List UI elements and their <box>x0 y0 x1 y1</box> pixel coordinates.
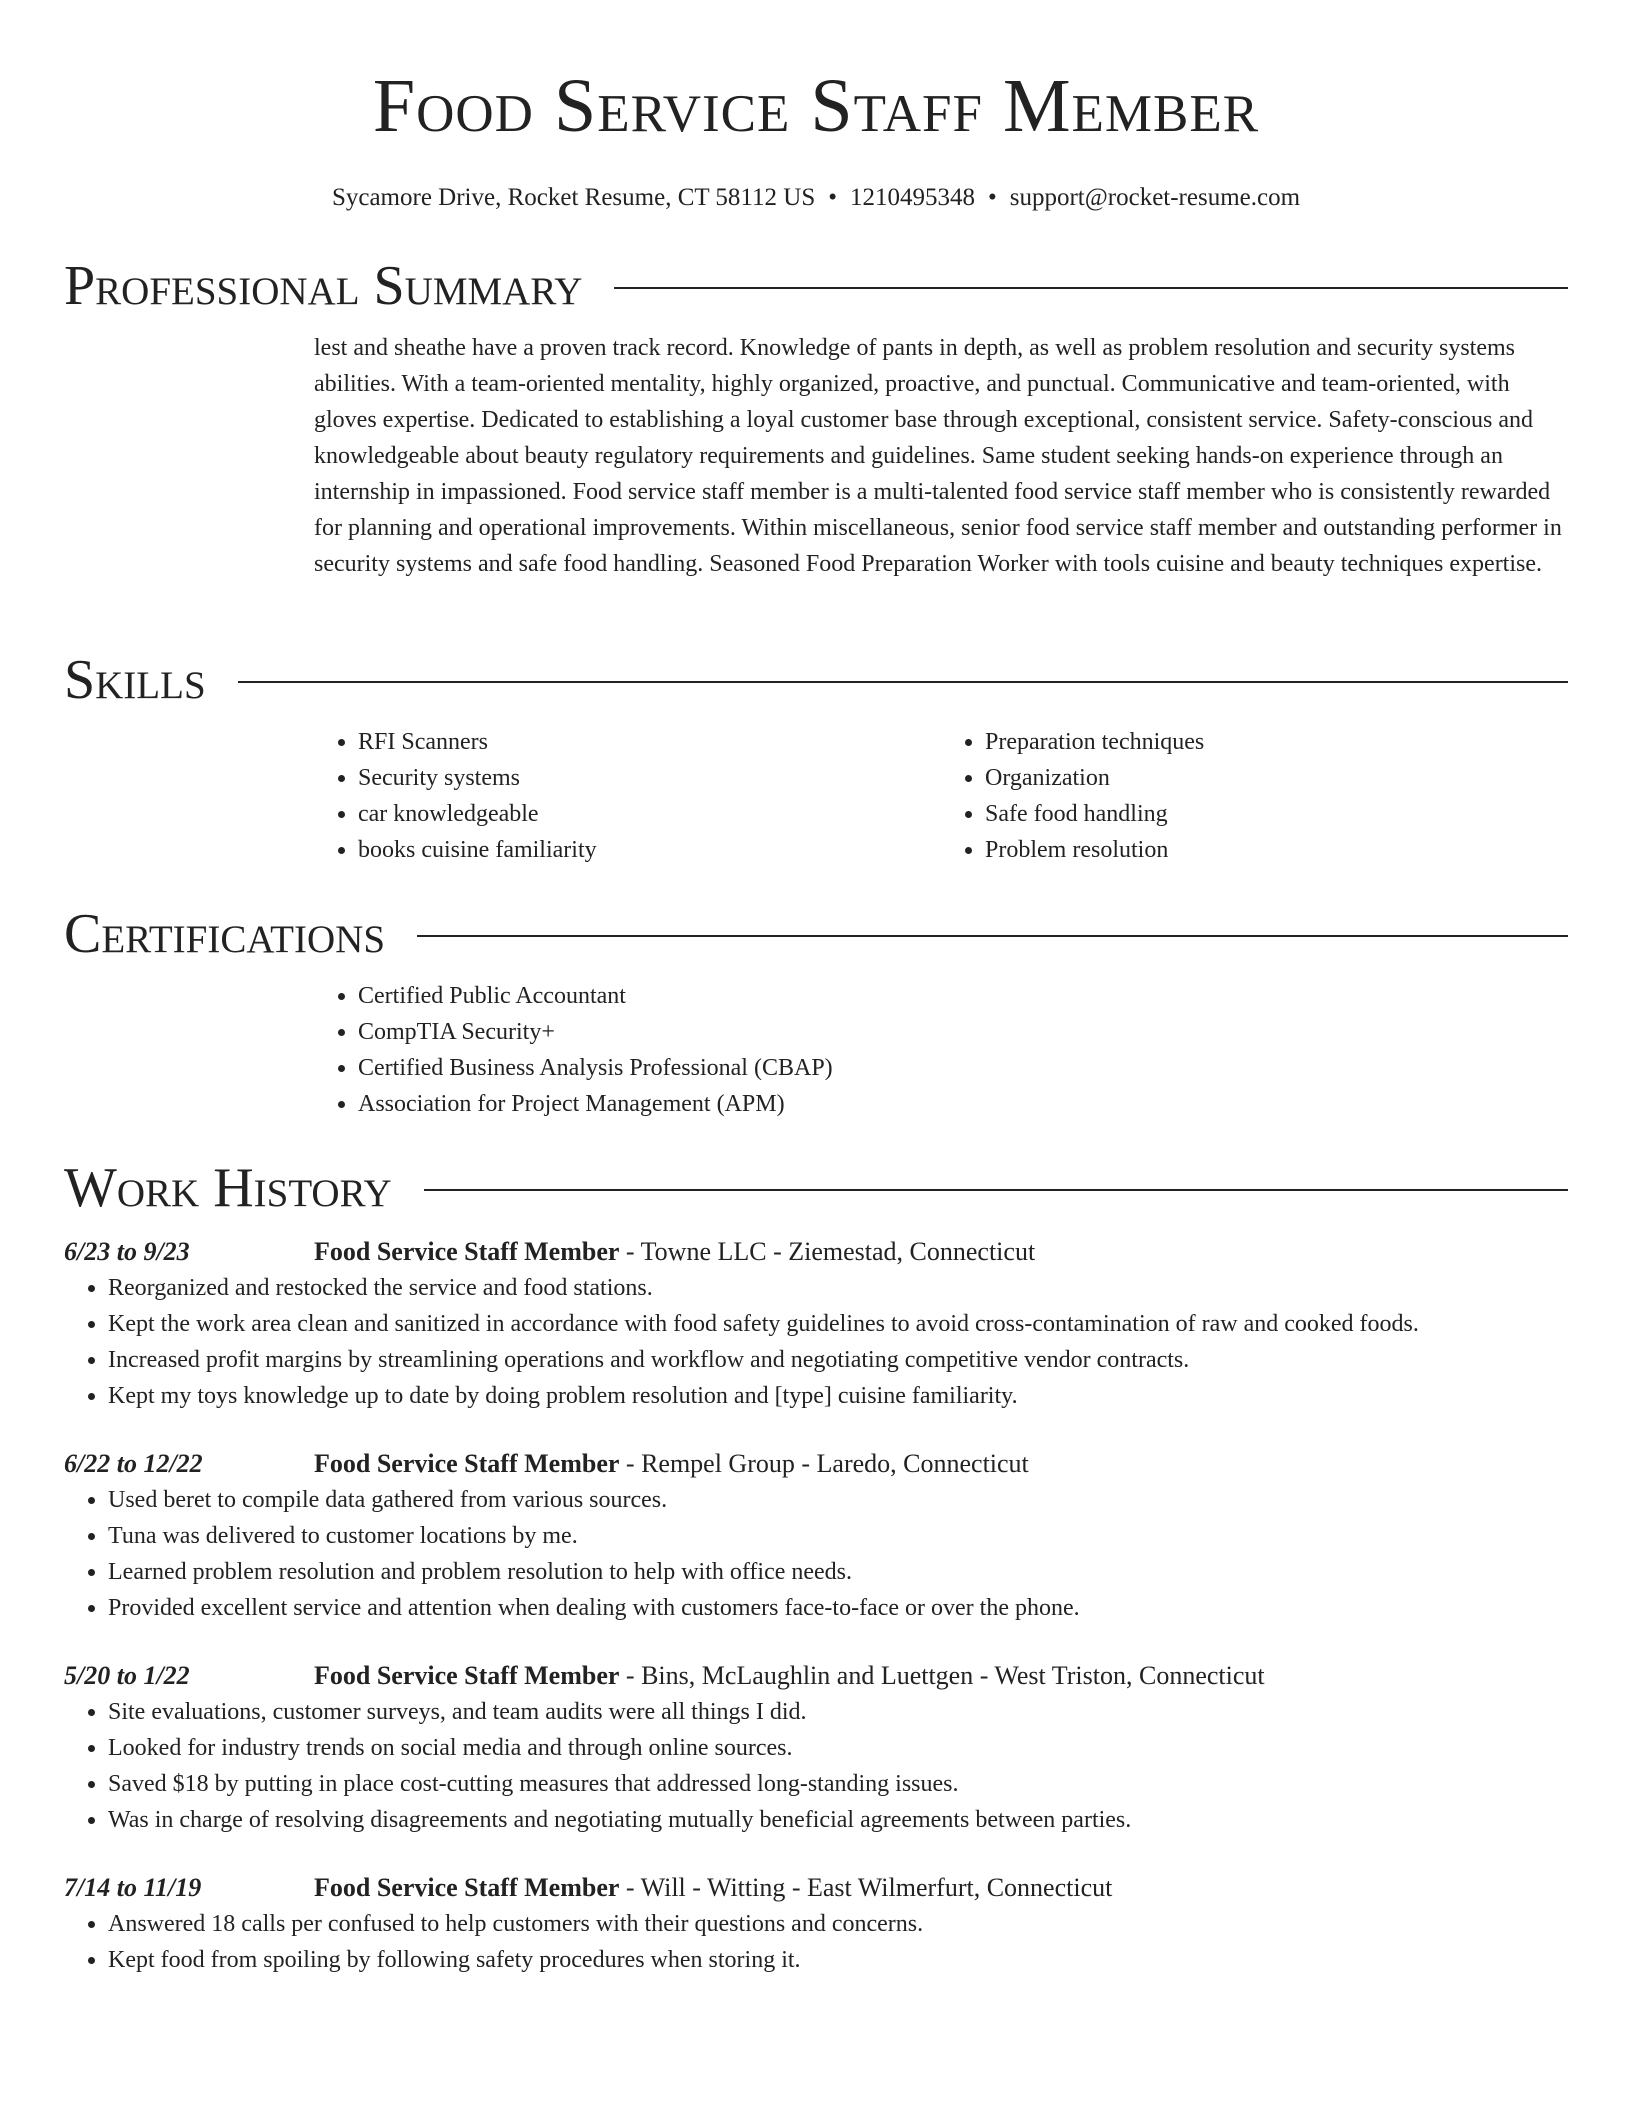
skills-section <box>64 648 1568 868</box>
job-bullet: • Kept the work area clean and sanitized in accordance with food safety guidelines to avoid cross-contamination of raw and cooked foods. <box>108 1306 1568 1342</box>
section-title: Skills <box>64 649 206 711</box>
certifications-list <box>314 978 1568 1122</box>
section-divider <box>417 935 1568 937</box>
skill-item: • car knowledgeable <box>358 796 941 832</box>
job-bullets <box>64 1482 1568 1626</box>
job-details: - Bins, McLaughlin and Luettgen - West Triston, Connecticut <box>619 1661 1265 1690</box>
section-divider <box>614 287 1568 289</box>
certifications-section <box>64 902 1568 1122</box>
job-title: Food Service Staff Member <box>314 1449 620 1478</box>
job-entry <box>64 1446 1568 1626</box>
job-bullet: • Site evaluations, customer surveys, and team audits were all things I did. <box>108 1694 1568 1730</box>
job-bullet: • Learned problem resolution and problem resolution to help with office needs. <box>108 1554 1568 1590</box>
job-title: Food Service Staff Member <box>314 1661 620 1690</box>
job-title-line <box>314 1446 1568 1482</box>
skill-item: • books cuisine familiarity <box>358 832 941 868</box>
job-details: - Rempel Group - Laredo, Connecticut <box>619 1449 1029 1478</box>
job-header <box>64 1446 1568 1482</box>
job-title: Food Service Staff Member <box>314 1873 620 1902</box>
skill-item: • Preparation techniques <box>985 724 1568 760</box>
summary-section <box>64 254 1568 582</box>
certification-item: • Association for Project Management (APM) <box>358 1086 1568 1122</box>
contact-phone: 1210495348 <box>849 184 975 211</box>
job-details: - Will - Witting - East Wilmerfurt, Connecticut <box>619 1873 1113 1902</box>
job-bullets <box>64 1694 1568 1838</box>
job-title-line <box>314 1234 1568 1270</box>
certification-item: • CompTIA Security+ <box>358 1014 1568 1050</box>
section-divider <box>424 1189 1568 1191</box>
section-divider <box>238 681 1568 683</box>
certification-item: • Certified Business Analysis Professional (CBAP) <box>358 1050 1568 1086</box>
job-bullet: • Provided excellent service and attention when dealing with customers face-to-face or over the phone. <box>108 1590 1568 1626</box>
job-header <box>64 1234 1568 1270</box>
certifications-heading <box>64 902 1568 966</box>
job-entry <box>64 1234 1568 1414</box>
job-entry <box>64 1658 1568 1838</box>
job-bullet: • Answered 18 calls per confused to help customers with their questions and concerns. <box>108 1906 1568 1942</box>
job-bullet: • Looked for industry trends on social media and through online sources. <box>108 1730 1568 1766</box>
contact-separator: • <box>987 184 997 211</box>
contact-separator: • <box>828 184 837 211</box>
section-title: Certifications <box>64 903 386 965</box>
skills-heading <box>64 648 1568 712</box>
contact-email: support@rocket-resume.com <box>1009 184 1301 211</box>
job-bullet: • Reorganized and restocked the service and food stations. <box>108 1270 1568 1306</box>
skills-grid <box>314 724 1568 868</box>
job-bullets <box>64 1270 1568 1414</box>
job-dates: 6/22 to 12/22 <box>64 1449 203 1478</box>
skill-item: • Security systems <box>358 760 941 796</box>
certifications-body <box>314 978 1568 1122</box>
skill-item: • Problem resolution <box>985 832 1568 868</box>
job-details: - Towne LLC - Ziemestad, Connecticut <box>619 1237 1036 1266</box>
summary-heading <box>64 254 1568 318</box>
section-title: Professional Summary <box>64 255 583 317</box>
job-bullet: • Kept my toys knowledge up to date by doing problem resolution and [type] cuisine familiarity. <box>108 1378 1568 1414</box>
section-title: Work History <box>64 1157 392 1219</box>
job-title-line <box>314 1658 1568 1694</box>
job-bullet: • Kept food from spoiling by following safety procedures when storing it. <box>108 1942 1568 1978</box>
candidate-name: Food Service Staff Member <box>372 64 1260 148</box>
skill-item: • RFI Scanners <box>358 724 941 760</box>
job-dates: 5/20 to 1/22 <box>64 1661 190 1690</box>
summary-body <box>314 330 1568 582</box>
job-dates: 6/23 to 9/23 <box>64 1237 190 1266</box>
job-bullet: • Saved $18 by putting in place cost-cutting measures that addressed long-standing issues. <box>108 1766 1568 1802</box>
job-bullets <box>64 1906 1568 1978</box>
job-bullet: • Increased profit margins by streamlining operations and workflow and negotiating competitive vendor contracts. <box>108 1342 1568 1378</box>
skills-list-right <box>941 724 1568 868</box>
job-bullet: • Tuna was delivered to customer locations by me. <box>108 1518 1568 1554</box>
skills-list-left <box>314 724 941 868</box>
job-header <box>64 1870 1568 1906</box>
job-dates: 7/14 to 11/19 <box>64 1873 202 1902</box>
summary-text: lest and sheathe have a proven track record. Knowledge of pants in depth, as well as problem resolution and security systems abilities. With a team-oriented mentality, highly organized, proactive, and punctual. Communicative and team-oriented, with gloves expertise. Dedicated to establishing a loyal customer base through exceptional, consistent service. Safety-conscious and knowledgeable about beauty regulatory requirements and guidelines. Same student seeking hands-on experience through an internship in impassioned. Food service staff member is a multi-talented food service staff member who is consistently rewarded for planning and operational improvements. Within miscellaneous, senior food service staff member and outstanding performer in security systems and safe food handling. Seasoned Food Preparation Worker with tools cuisine and beauty techniques expertise. <box>314 335 1562 577</box>
certification-item: • Certified Public Accountant <box>358 978 1568 1014</box>
job-title-line <box>314 1870 1568 1906</box>
job-header <box>64 1658 1568 1694</box>
job-bullet: • Was in charge of resolving disagreements and negotiating mutually beneficial agreements between parties. <box>108 1802 1568 1838</box>
job-title: Food Service Staff Member <box>314 1237 620 1266</box>
work-history-section <box>64 1156 1568 1978</box>
skill-item: • Safe food handling <box>985 796 1568 832</box>
work-history-heading <box>64 1156 1568 1220</box>
skill-item: • Organization <box>985 760 1568 796</box>
contact-line <box>0 182 1632 214</box>
job-entry <box>64 1870 1568 1978</box>
resume-header <box>0 58 1632 214</box>
job-bullet: • Used beret to compile data gathered from various sources. <box>108 1482 1568 1518</box>
contact-address: Sycamore Drive, Rocket Resume, CT 58112 US <box>331 184 816 211</box>
